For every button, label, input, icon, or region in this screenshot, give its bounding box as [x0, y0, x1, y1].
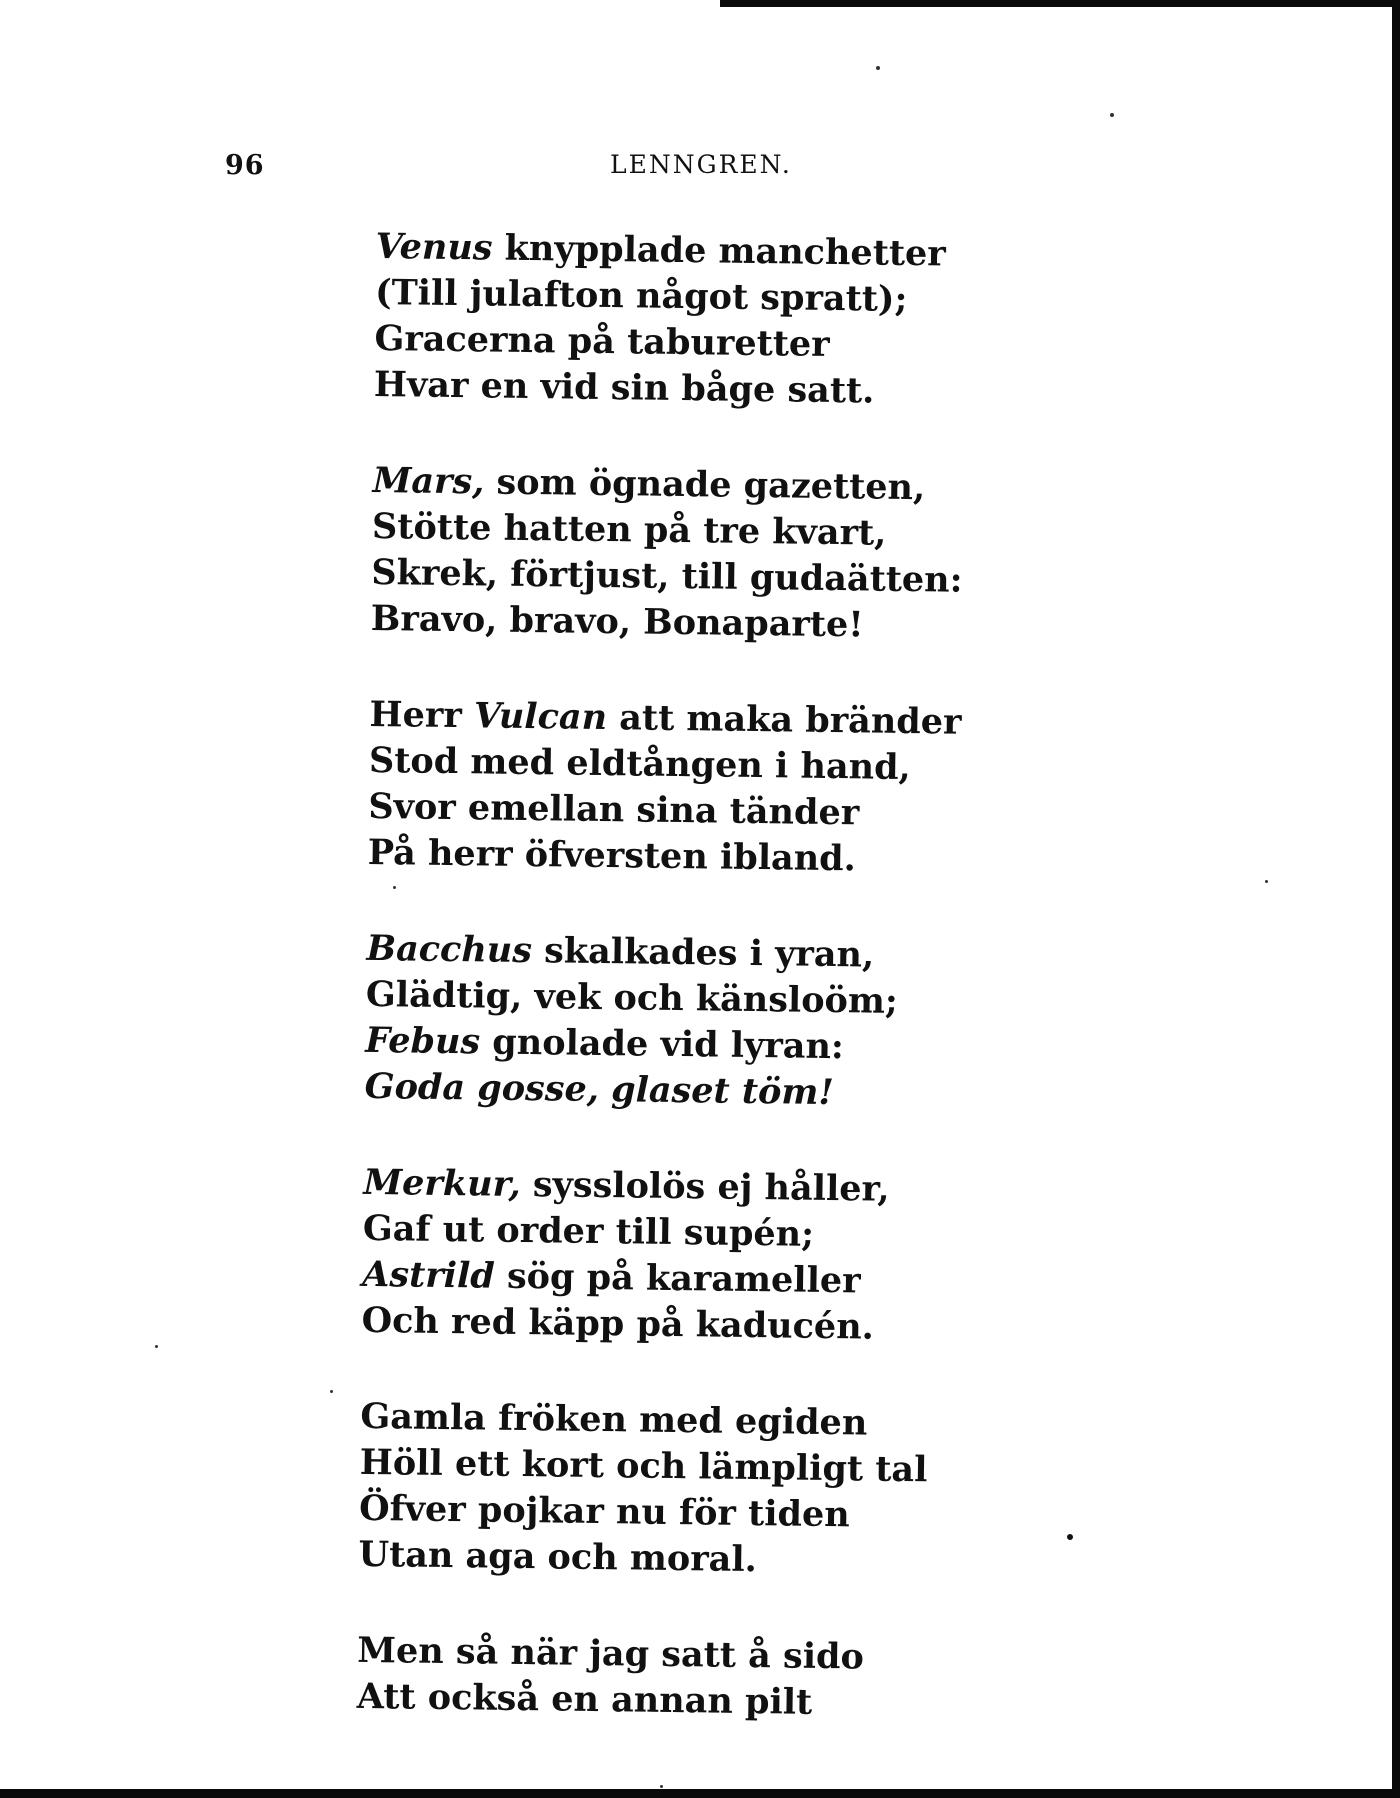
stanza — [364, 926, 1266, 1122]
verse-text: sysslolös ej håller, — [520, 1163, 890, 1210]
verse-italic-text: Bacchus — [366, 927, 533, 972]
scan-speck — [155, 1345, 158, 1348]
verse-text: Gracerna på taburetter — [374, 317, 830, 365]
scan-speck — [660, 1785, 663, 1788]
scan-speck — [1067, 1534, 1073, 1540]
verse-text: sög på karameller — [494, 1255, 861, 1302]
verse-text: Och red käpp på kaducén. — [361, 1299, 875, 1348]
verse-text: Gamla fröken med egiden — [360, 1395, 868, 1444]
verse-text: Gaf ut order till supén; — [362, 1207, 815, 1255]
verse-text: Höll ett kort och lämpligt tal — [359, 1441, 928, 1491]
scan-speck — [1265, 880, 1268, 883]
stanza — [361, 1160, 1263, 1356]
verse-italic-text: Mars, — [372, 459, 485, 503]
verse-text: Utan aga och moral. — [358, 1533, 758, 1581]
verse-text: Öfver pojkar nu för tiden — [358, 1487, 850, 1536]
verse-italic-text: Merkur, — [363, 1161, 521, 1205]
verse-text: Herr — [369, 693, 475, 737]
verse-text: Glädtig, vek och känsloöm; — [365, 973, 899, 1022]
scan-speck — [330, 1390, 333, 1393]
verse-text: att maka bränder — [606, 697, 962, 743]
stanza — [358, 1394, 1260, 1590]
stanza — [371, 458, 1273, 654]
scan-edge-bottom — [0, 1789, 1400, 1798]
scan-speck — [1110, 113, 1114, 117]
running-title: LENNGREN. — [610, 150, 792, 179]
poem — [356, 224, 1276, 1782]
stanza — [374, 224, 1276, 420]
scan-edge-top — [720, 0, 1400, 7]
verse-italic-text: Febus — [365, 1019, 481, 1063]
verse-text: Bravo, bravo, Bonaparte! — [370, 597, 864, 646]
verse-text: som ögnade gazetten, — [484, 461, 926, 509]
verse-text: Men så när jag satt å sido — [357, 1629, 865, 1678]
verse-text: Hvar en vid sin båge satt. — [373, 363, 875, 412]
running-head — [225, 150, 1225, 190]
verse-text: Stod med eldtången i hand, — [368, 739, 912, 789]
scan-speck — [393, 886, 396, 889]
verse-text: Svor emellan sina tänder — [368, 785, 860, 834]
stanza — [356, 1628, 1257, 1732]
scan-edge-right — [1392, 0, 1400, 1798]
verse-italic-text: Goda gosse, glaset töm! — [364, 1065, 835, 1114]
verse-italic-text: Venus — [375, 225, 493, 269]
verse-text: knypplade manchetter — [492, 227, 947, 275]
verse-text: (Till julafton något spratt); — [374, 271, 908, 320]
page-number: 96 — [225, 150, 265, 181]
verse-text: På herr öfversten ibland. — [367, 831, 857, 880]
stanza — [367, 692, 1269, 888]
verse-italic-text: Astrild — [361, 1253, 496, 1297]
verse-text: Stötte hatten på tre kvart, — [371, 505, 887, 554]
verse-text: Skrek, förtjust, till gudaätten: — [371, 551, 963, 601]
scan-speck — [876, 66, 880, 70]
verse-text: gnolade vid lyran: — [479, 1021, 845, 1068]
verse-italic-text: Vulcan — [473, 695, 608, 739]
verse-text: Att också en annan pilt — [356, 1675, 813, 1723]
verse-text: skalkades i yran, — [531, 930, 875, 976]
